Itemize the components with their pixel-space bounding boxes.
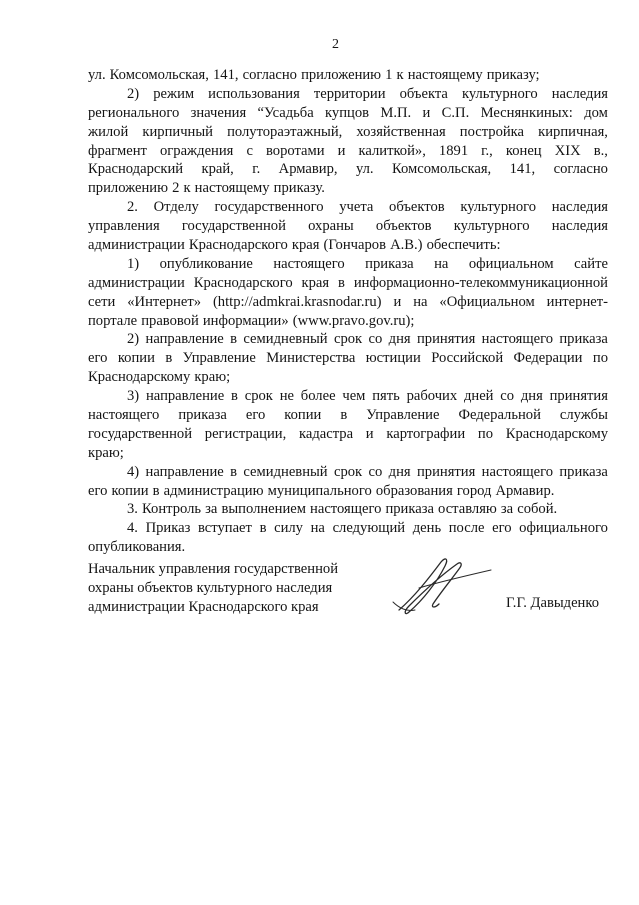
- word: “Усадьба: [257, 104, 314, 121]
- word: его: [88, 482, 108, 499]
- word: охраны: [308, 218, 354, 235]
- word: приказа: [559, 463, 608, 480]
- text-line: [88, 85, 608, 104]
- word: «Интернет»: [127, 293, 202, 310]
- word: Краснодарский: [88, 161, 184, 178]
- word: регионального: [88, 104, 180, 121]
- word: рабочих: [406, 388, 458, 405]
- word: за: [205, 501, 218, 518]
- word: на: [434, 255, 449, 272]
- word: опубликования.: [88, 539, 186, 556]
- word: к: [183, 180, 191, 197]
- word: принятия: [416, 463, 476, 480]
- word: Федеральной: [458, 407, 541, 424]
- word: в: [230, 463, 238, 480]
- word: настоящего: [310, 501, 382, 518]
- text-line: [88, 406, 608, 425]
- word: режим: [153, 85, 195, 102]
- word: город: [456, 482, 492, 499]
- word: оставляю: [438, 501, 497, 518]
- word: его: [88, 350, 108, 367]
- word: настоящего: [481, 463, 553, 480]
- word: управления: [88, 218, 160, 235]
- text-line: [88, 274, 608, 293]
- word: срок: [244, 388, 273, 405]
- word: кадастра: [298, 425, 354, 442]
- word: выполнением: [221, 501, 306, 518]
- word: объектов: [389, 199, 445, 216]
- page-number: 2: [332, 37, 339, 52]
- text-line: [88, 142, 608, 161]
- word: края: [301, 274, 330, 291]
- word: в: [340, 407, 348, 424]
- word: администрации: [88, 274, 185, 291]
- word: С.П.: [441, 104, 470, 121]
- text-line: [88, 104, 608, 123]
- word: согласно: [242, 67, 297, 83]
- word: культурного: [460, 199, 537, 216]
- word: и: [337, 142, 346, 159]
- word: край,: [201, 161, 234, 178]
- word: образования: [375, 482, 453, 499]
- word: А.В.): [390, 237, 423, 254]
- word: краю;: [194, 369, 231, 386]
- text-line: [88, 236, 608, 255]
- text-line: [88, 198, 608, 217]
- signer-name: Г.Г. Давыденко: [506, 595, 600, 611]
- text-line: [88, 368, 608, 387]
- word: значения: [190, 104, 247, 121]
- word: 1): [127, 255, 140, 272]
- word: (Гончаров: [323, 237, 386, 254]
- word: XIX: [554, 142, 581, 159]
- word: 1: [385, 67, 393, 83]
- text-line: [88, 179, 608, 198]
- word: со: [368, 463, 383, 480]
- word: срок: [333, 331, 363, 348]
- word: приказа: [365, 255, 414, 272]
- word: «Официальном: [439, 293, 535, 310]
- word: правовой: [141, 312, 199, 329]
- word: объекта: [399, 85, 448, 102]
- word: за: [500, 501, 514, 518]
- word: государственной: [88, 425, 193, 442]
- word: муниципального: [267, 482, 372, 499]
- word: обеспечить:: [426, 237, 501, 254]
- word: М.П.: [380, 104, 412, 121]
- signer-position-line-2: охраны объектов культурного наследия: [88, 580, 333, 596]
- word: приказа: [385, 501, 434, 518]
- word: Краснодарскому: [88, 369, 191, 386]
- word: приказа: [178, 407, 227, 424]
- word: со: [500, 388, 515, 405]
- word: Федерации: [513, 350, 583, 367]
- word: службы: [559, 407, 608, 424]
- word: сайте: [574, 255, 608, 272]
- word: копии: [111, 482, 149, 499]
- word: калиткой»,: [358, 142, 426, 159]
- word: полутораэтажный,: [227, 123, 343, 140]
- word: в.,: [593, 142, 608, 159]
- word: настоящему: [407, 67, 483, 83]
- text-line: [88, 255, 608, 274]
- word: информационно-телекоммуникационной: [353, 274, 608, 291]
- word: в: [230, 331, 238, 348]
- signer-position-line-1: Начальник управления государственной: [88, 561, 339, 577]
- word: 2): [127, 85, 140, 102]
- word: 2: [172, 180, 180, 197]
- word: 3.: [127, 501, 138, 518]
- word: ул.: [355, 161, 374, 178]
- text-line: [88, 519, 608, 538]
- word: (www.pravo.gov.ru);: [292, 312, 415, 329]
- text-line: [88, 482, 608, 501]
- word: 141,: [509, 161, 536, 178]
- word: следующий: [332, 520, 406, 537]
- word: Управление: [366, 407, 440, 424]
- word: семидневный: [243, 463, 328, 480]
- word: культурного: [461, 85, 538, 102]
- word: опубликование: [159, 255, 253, 272]
- word: копии: [117, 350, 155, 367]
- text-line: [88, 312, 608, 331]
- word: наследия: [551, 218, 608, 235]
- word: не: [279, 388, 294, 405]
- word: направление: [145, 463, 224, 480]
- word: чем: [342, 388, 366, 405]
- word: 2): [127, 331, 140, 348]
- word: принятия: [416, 331, 476, 348]
- word: интернет-: [546, 293, 608, 310]
- text-line: [88, 425, 608, 444]
- word: сети: [88, 293, 116, 310]
- word: к: [396, 67, 404, 83]
- word: пять: [372, 388, 400, 405]
- text-line: [88, 66, 608, 85]
- word: 4): [127, 463, 140, 480]
- word: на: [310, 520, 325, 537]
- word: дня: [388, 331, 411, 348]
- text-line: [88, 444, 608, 463]
- word: государственного: [214, 199, 324, 216]
- word: и: [365, 425, 374, 442]
- word: информации»: [202, 312, 289, 329]
- word: постройка: [459, 123, 525, 140]
- word: Армавир.: [495, 482, 555, 499]
- word: 1891: [438, 142, 469, 159]
- word: регистрации,: [204, 425, 287, 442]
- word: купцов: [325, 104, 370, 121]
- word: в: [231, 388, 238, 405]
- word: настоящего: [88, 407, 160, 424]
- word: в: [152, 482, 160, 499]
- word: администрации: [88, 237, 185, 254]
- word: официальном: [468, 255, 554, 272]
- word: Краснодарскому: [505, 425, 608, 442]
- word: Российской: [431, 350, 504, 367]
- text-line: [88, 500, 608, 519]
- word: день: [412, 520, 442, 537]
- word: кирпичный: [142, 123, 213, 140]
- word: жилой: [88, 123, 129, 140]
- word: Краснодарского: [188, 237, 288, 254]
- word: с: [246, 142, 253, 159]
- word: дней: [463, 388, 494, 405]
- word: воротами: [265, 142, 325, 159]
- word: г.: [252, 161, 261, 178]
- text-line: [88, 387, 608, 406]
- word: семидневный: [243, 331, 328, 348]
- order-body-text: [88, 66, 608, 557]
- word: Армавир,: [278, 161, 338, 178]
- word: 141,: [212, 67, 239, 83]
- word: принятия: [549, 388, 608, 405]
- text-line: [88, 349, 608, 368]
- word: территории: [313, 85, 386, 102]
- word: фрагмент: [88, 142, 147, 159]
- word: со: [368, 331, 383, 348]
- word: его: [492, 520, 512, 537]
- word: края: [291, 237, 320, 254]
- word: и: [393, 293, 402, 310]
- word: Комсомольская,: [391, 161, 492, 178]
- text-line: [88, 160, 608, 179]
- word: приказу.: [273, 180, 325, 197]
- text-line: [88, 217, 608, 236]
- word: настоящего: [273, 255, 345, 272]
- word: приказу;: [486, 67, 540, 83]
- word: наследия: [551, 85, 608, 102]
- word: государственной: [181, 218, 286, 235]
- signer-position-line-3: администрации Краснодарского края: [88, 599, 319, 615]
- word: Отделу: [153, 199, 199, 216]
- word: Краснодарского: [193, 274, 293, 291]
- word: краю;: [88, 444, 124, 461]
- word: приложению: [301, 67, 382, 83]
- word: Министерства: [266, 350, 356, 367]
- word: Комсомольская,: [109, 67, 209, 83]
- word: в: [338, 274, 345, 291]
- word: настоящему: [194, 180, 270, 197]
- word: настоящего: [481, 331, 553, 348]
- word: Управление: [182, 350, 256, 367]
- word: хозяйственная: [356, 123, 446, 140]
- word: на: [413, 293, 428, 310]
- word: более: [300, 388, 336, 405]
- word: Меснянкиных:: [480, 104, 573, 121]
- word: 3): [127, 388, 140, 405]
- word: г.,: [481, 142, 493, 159]
- word: (http://admkrai.krasnodar.ru): [212, 293, 382, 310]
- word: ограждения: [160, 142, 234, 159]
- word: по: [592, 350, 608, 367]
- word: срок: [333, 463, 363, 480]
- word: собой.: [517, 501, 558, 518]
- text-line: [88, 463, 608, 482]
- word: наследия: [551, 199, 608, 216]
- word: в: [259, 520, 267, 537]
- word: Контроль: [142, 501, 202, 518]
- word: культурного: [453, 218, 530, 235]
- word: ул.: [88, 67, 106, 83]
- word: объектов: [375, 218, 432, 235]
- text-line: [88, 293, 608, 312]
- word: портале: [88, 312, 138, 329]
- word: дня: [520, 388, 543, 405]
- word: юстиции: [365, 350, 421, 367]
- word: его: [245, 407, 266, 424]
- word: использования: [208, 85, 300, 102]
- word: приказа: [559, 331, 608, 348]
- word: конец: [505, 142, 542, 159]
- text-line: [88, 538, 608, 557]
- word: приложению: [88, 180, 169, 197]
- word: кирпичная,: [538, 123, 608, 140]
- text-line: [88, 330, 608, 349]
- word: администрацию: [163, 482, 264, 499]
- word: и: [422, 104, 431, 121]
- word: направление: [145, 388, 225, 405]
- word: направление: [145, 331, 224, 348]
- handwritten-signature: [385, 552, 495, 620]
- word: 4.: [127, 520, 138, 537]
- text-line: [88, 123, 608, 142]
- word: после: [448, 520, 485, 537]
- word: согласно: [553, 161, 608, 178]
- word: по: [477, 425, 493, 442]
- word: официального: [519, 520, 608, 537]
- word: картографии: [386, 425, 466, 442]
- word: дом: [584, 104, 608, 121]
- word: в: [165, 350, 173, 367]
- word: 2.: [127, 199, 138, 216]
- word: вступает: [198, 520, 252, 537]
- word: копии: [284, 407, 322, 424]
- word: силу: [274, 520, 303, 537]
- word: дня: [388, 463, 411, 480]
- word: Приказ: [145, 520, 191, 537]
- word: учета: [339, 199, 374, 216]
